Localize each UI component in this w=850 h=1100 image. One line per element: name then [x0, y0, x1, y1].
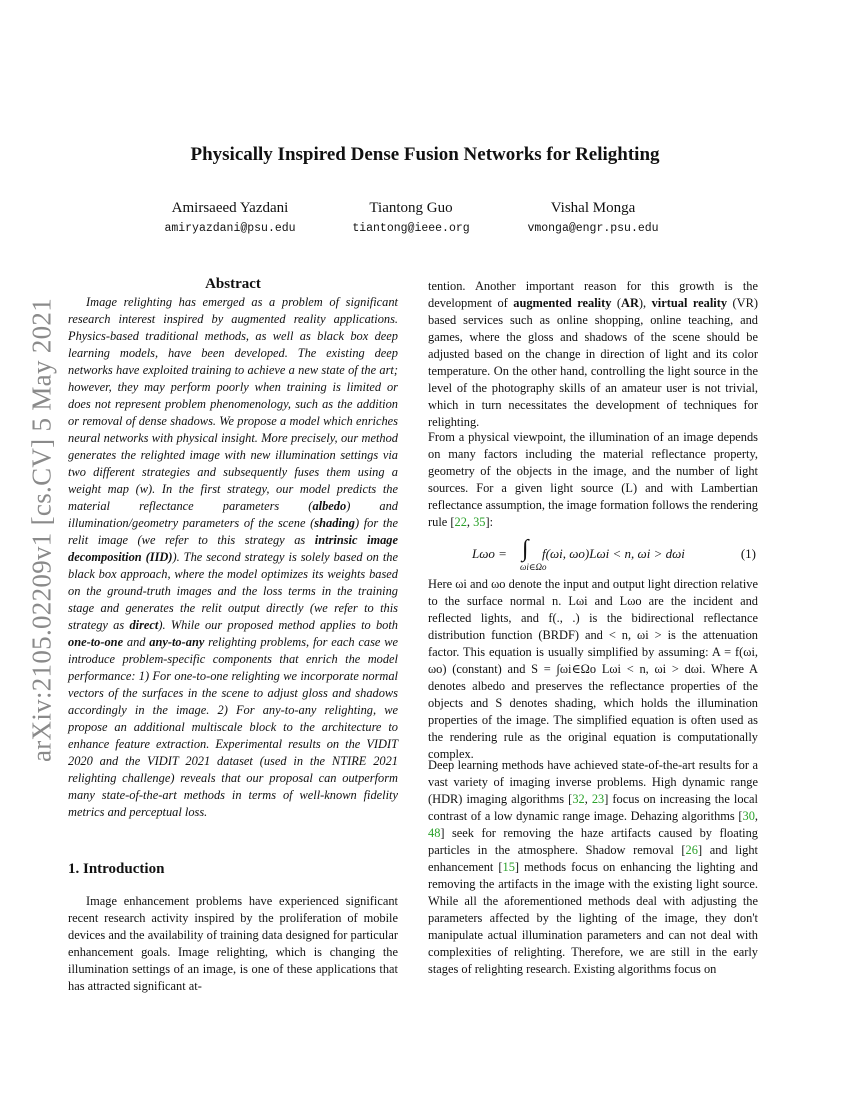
author-block: [330, 200, 492, 235]
citation-link[interactable]: 23: [591, 792, 605, 806]
equation-subscript: ωi∈Ωo: [520, 562, 547, 572]
intro-paragraph: Image enhancement problems have experienced significant recent research activity inspired by the proliferation of mobile devices and the availability of training data designed for particular enhancement goals. Image relighting, which is changing the illumination settings of an image, is one of these applications that has attracted significant at-: [68, 894, 398, 993]
author-email: tiantong@ieee.org: [352, 222, 470, 235]
citation-link[interactable]: 26: [685, 843, 698, 857]
equation-lhs: Lωo =: [472, 546, 507, 561]
equation-rhs: f(ωi, ωo)Lωi < n, ωi > dωi: [542, 546, 685, 561]
paper-title: Physically Inspired Dense Fusion Networks for Relighting: [190, 144, 660, 165]
body-paragraph: From a physical viewpoint, the illumination of an image depends on many factors including the material reflectance property, geometry of the objects in the image, and the number of light sources. For a given light source (L) and with Lambertian reflectance assumption, the image formation follows the rendering rule [22, 35]:: [428, 430, 758, 529]
body-paragraph: Deep learning methods have achieved state-of-the-art results for a vast variety of imaging inverse problems. High dynamic range (HDR) imaging algorithms [32, 23] focus on increasing the local contrast of a low dynamic range image. Dehazing algorithms [30, 48] seek for removing the haze artifacts caused by floating particles in the atmosphere. Shadow removal [26] and light enhancement [15] methods focus on enhancing the lighting and removing the artifacts in the image with the existing light source. While all the aforementioned methods deal with adjusting the parameters affected by the lighting of the image, they don't manipulate actual illumination parameters and can not deal with complexities of relighting. Therefore, we are still in the early stages of relighting research. Existing algorithms focus on: [428, 758, 758, 976]
body-paragraph: tention. Another important reason for this growth is the development of augmented reality (AR), virtual reality (VR) based services such as online shopping, online teaching, and games, where the gloss and shadows of the scene should be adjusted based on the change in direction of light and its color temperature. On the other hand, controlling the light source in the level of the photography skills of an amateur user is not trivial, which in turn necessitates the development of techniques for relighting.: [428, 279, 758, 429]
citation-link[interactable]: 30: [742, 809, 755, 823]
citation-link[interactable]: 32: [572, 792, 585, 806]
author-email: vmonga@engr.psu.edu: [527, 222, 659, 235]
integral-symbol: ∫: [522, 536, 529, 562]
author-name: Tiantong Guo: [369, 200, 453, 216]
body-paragraph: Here ωi and ωo denote the input and output light direction relative to the surface normal n. Lωi and Lωo are the incident and reflected lights, and f(., .) is the bidirectional reflectance distribution function (BRDF) and < n, ωi > is the attenuation factor. This equation is usually simplified by assuming: A = f(ωi, ωo) (constant) and S = ∫ωi∈Ωo Lωi < n, ωi > dωi. Where A denotes albedo and preserves the reflectance properties of the objects and S denotes shading, which holds the illumination properties of the image. The simplified equation is often used as the rendering rule as the original equation is computationally complex.: [428, 577, 758, 761]
abstract-text: Image relighting has emerged as a problem of significant research interest inspired by augmented reality applications. Physics-based traditional methods, as well as black box deep learning models, have been developed. The existing deep networks have exploited training to achieve a new state of the art; however, they may perform poorly when training is limited or does not represent problem phenomenology, such as the addition or removal of dense shadows. We propose a model which enriches neural networks with physical insight. More precisely, our method generates the relighted image with new illumination settings via two different strategies and subsequently fuses them using a weight map (w). In the first strategy, our model predicts the material reflectance parameters (albedo) and illumination/geometry parameters of the scene (shading) for the relit image (we refer to this strategy as intrinsic image decomposition (IID)). The second strategy is solely based on the black box approach, where the model optimizes its weights based on the ground-truth images and the loss terms in the training stage and generates the relit output directly (we refer to this strategy as direct). While our proposed method applies to both one-to-one and any-to-any relighting problems, for each case we introduce problem-specific components that enrich the model performance: 1) For one-to-one relighting we incorporate normal vectors of the surfaces in the scene to adjust gloss and shadows accordingly in the image. 2) For any-to-any relighting, we propose an additional multiscale block to the architecture to enhance feature extraction. Experimental results on the VIDIT 2020 and the VIDIT 2021 dataset (used in the NTIRE 2021 relighting challenge) reveals that our proposal can outperform many state-of-the-art methods in terms of well-known fidelity metrics and perceptual loss.: [68, 295, 399, 819]
arxiv-sidebar: [22, 290, 62, 770]
equation-number: (1): [740, 546, 756, 561]
arxiv-identifier: arXiv:2105.02209v1 [cs.CV] 5 May 2021: [26, 297, 57, 763]
citation-link[interactable]: 35: [473, 515, 486, 529]
citation-link[interactable]: 22: [454, 515, 467, 529]
citation-link[interactable]: 15: [502, 860, 515, 874]
author-block: [512, 200, 674, 235]
author-email: amiryazdani@psu.edu: [164, 222, 296, 235]
equation-1: [428, 536, 758, 580]
author-block: [150, 200, 310, 235]
author-name: Vishal Monga: [550, 200, 636, 216]
section-heading-introduction: 1. Introduction: [68, 861, 165, 877]
author-name: Amirsaeed Yazdani: [171, 200, 289, 216]
citation-link[interactable]: 48: [428, 826, 441, 840]
abstract-heading: Abstract: [205, 276, 261, 292]
